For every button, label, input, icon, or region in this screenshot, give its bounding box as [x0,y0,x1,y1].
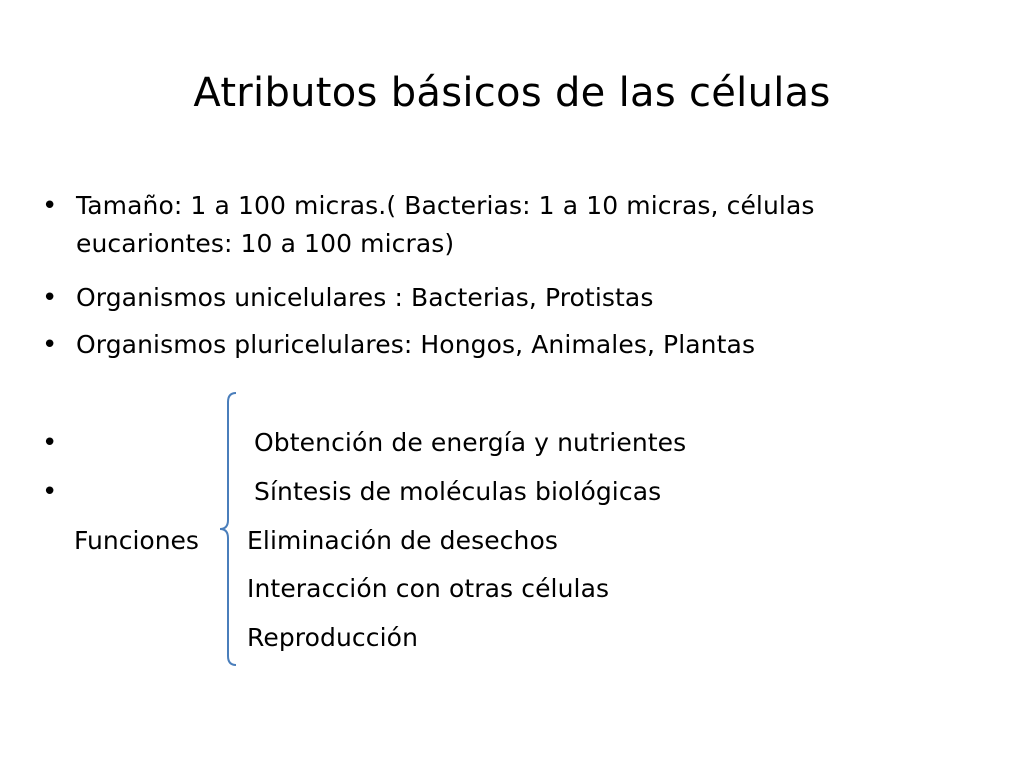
function-bullet-marker: • [42,428,58,458]
bullet-multicellular: Organismos pluricelulares: Hongos, Animales, Plantas [76,330,756,359]
function-item-energy: Obtención de energía y nutrientes [254,428,687,457]
function-item-waste: Eliminación de desechos [247,526,558,555]
function-item-synthesis: Síntesis de moléculas biológicas [254,477,662,506]
bullet-size-line2: eucariontes: 10 a 100 micras) [76,229,455,258]
function-item-interaction: Interacción con otras células [247,574,610,603]
function-bullet-marker: • [42,477,58,507]
function-item-reproduction: Reproducción [247,623,419,652]
bullet-size-line1: Tamaño: 1 a 100 micras.( Bacterias: 1 a 10 micras, células [76,191,815,220]
bullet-marker: • [42,283,58,313]
bullet-marker: • [42,191,58,221]
functions-label: Funciones [74,526,199,555]
slide-title: Atributos básicos de las células [193,70,831,116]
left-curly-brace-icon [218,392,238,666]
bullet-marker: • [42,330,58,360]
bullet-unicellular: Organismos unicelulares : Bacterias, Protistas [76,283,654,312]
